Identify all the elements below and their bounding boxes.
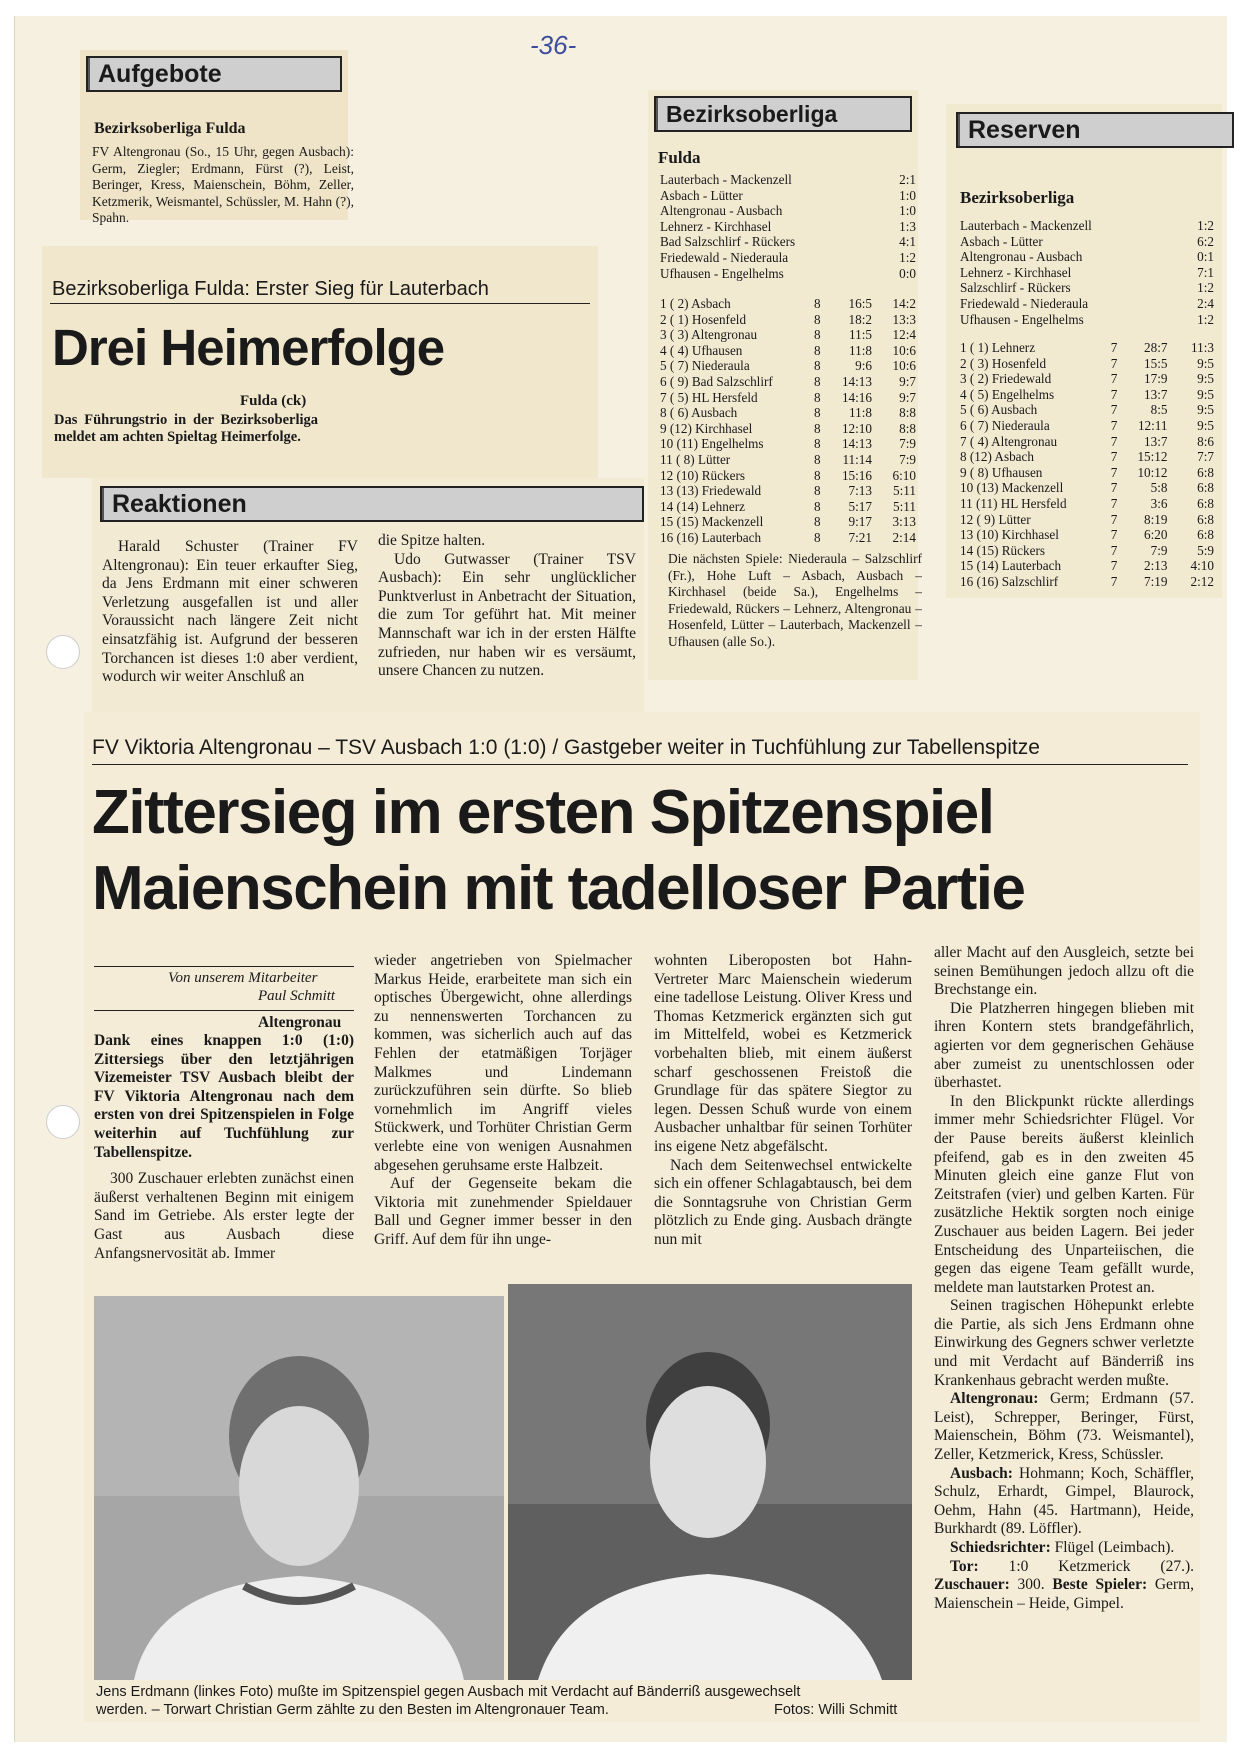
photo-jens-erdmann-image	[94, 1296, 504, 1680]
result-match: Ufhausen - Engelhelms	[660, 265, 784, 281]
result-row	[660, 188, 916, 204]
standing-games: 7	[1110, 511, 1118, 527]
standing-goals: 2:13	[1144, 558, 1168, 574]
standing-points: 5:9	[1197, 542, 1214, 558]
photo-credit: Fotos: Willi Schmitt	[774, 1702, 898, 1718]
standing-points: 13:3	[892, 311, 916, 327]
main-kicker: FV Viktoria Altengronau – TSV Ausbach 1:0 (1:0) / Gastgeber weiter in Tuchfühlung zur Tabellenspitze	[92, 736, 1040, 759]
aufgebote-subheading: Bezirksoberliga Fulda	[94, 120, 246, 137]
standing-goals: 5:17	[848, 498, 872, 514]
punch-hole-bottom	[46, 1105, 80, 1139]
main-col4-p1: aller Macht auf den Ausgleich, setzte bei seinen Bemühungen jedoch allzu oft die Brechstange ein.	[934, 944, 1194, 999]
standing-team: 4 ( 5) Engelhelms	[960, 386, 1055, 402]
standing-points: 14:2	[892, 296, 916, 311]
referee-text: Flügel (Leimbach).	[1054, 1539, 1175, 1556]
spectators-label: Zuschauer:	[934, 1576, 1010, 1594]
lineup-ausbach-label: Ausbach:	[950, 1464, 1013, 1482]
standing-games: 7	[1110, 573, 1118, 589]
standing-row	[660, 499, 916, 515]
main-headline-2: Maienschein mit tadelloser Partie	[92, 854, 1025, 923]
photo-christian-germ-image	[508, 1284, 912, 1680]
standing-team: 5 ( 7) Niederaula	[660, 358, 750, 374]
standing-team: 3 ( 3) Altengronau	[660, 327, 758, 343]
result-row	[960, 249, 1214, 265]
standing-goals: 15:5	[1144, 355, 1168, 371]
main-col2-p2: Auf der Gegenseite bekam die Viktoria mit zunehmender Spieldauer Ball und Gegner immer besser in den Griff. Auf dem für ihn unge-	[374, 1175, 632, 1248]
result-row	[660, 172, 916, 188]
drei-rule	[50, 303, 590, 304]
standing-points: 6:8	[1197, 511, 1214, 527]
result-match: Bad Salzschlirf - Rückers	[660, 234, 796, 250]
standing-games: 7	[1110, 417, 1118, 433]
result-score: 4:1	[899, 234, 916, 250]
standing-points: 6:8	[1197, 495, 1214, 511]
standing-team: 9 (12) Kirchhasel	[660, 420, 753, 436]
bol-results-table	[660, 172, 916, 281]
drei-dateline: Fulda (ck)	[240, 393, 307, 409]
standing-points: 10:6	[892, 342, 916, 358]
standing-team: 14 (15) Rückers	[960, 542, 1045, 558]
result-score: 1:3	[899, 218, 916, 234]
drei-kicker: Bezirksoberliga Fulda: Erster Sieg für Lauterbach	[52, 278, 489, 300]
standing-games: 7	[1110, 371, 1118, 387]
standing-team: 6 ( 7) Niederaula	[960, 417, 1050, 433]
standing-row	[660, 468, 916, 484]
standing-games: 8	[814, 451, 821, 467]
standing-games: 8	[814, 483, 821, 499]
standing-games: 7	[1110, 480, 1118, 496]
standing-points: 9:5	[1197, 371, 1214, 387]
standing-team: 13 (10) Kirchhasel	[960, 527, 1059, 543]
result-score: 0:1	[1197, 249, 1214, 265]
standing-games: 8	[814, 327, 821, 343]
result-score: 1:2	[1197, 218, 1214, 233]
standing-points: 9:5	[1197, 417, 1214, 433]
main-dateline: Altengronau	[258, 1014, 342, 1031]
standing-row	[960, 574, 1214, 590]
standing-row	[960, 558, 1214, 574]
standing-goals: 12:10	[841, 420, 872, 436]
page-number: -36-	[530, 30, 577, 60]
standing-team: 10 (11) Engelhelms	[660, 436, 764, 452]
result-match: Asbach - Lütter	[660, 187, 743, 203]
standing-team: 12 (10) Rückers	[660, 467, 745, 483]
standing-team: 6 ( 9) Bad Salzschlirf	[660, 373, 773, 389]
standing-games: 8	[814, 436, 821, 452]
standing-team: 13 (13) Friedewald	[660, 483, 762, 499]
standing-goals: 8:5	[1150, 402, 1168, 418]
reaktionen-col2b: Udo Gutwasser (Trainer TSV Ausbach): Ein sehr unglücklicher Punktverlust in Anbetracht der Situation, die zum Tor geführt hat. Mit meiner Mannschaft war ich in der ersten Hälfte zufrieden, nur haben wir es versäumt, unsere Chancen zu nutzen.	[378, 550, 636, 680]
standing-points: 8:6	[1197, 433, 1214, 449]
result-match: Salzschlirf - Rückers	[960, 280, 1071, 296]
result-match: Asbach - Lütter	[960, 233, 1043, 249]
standing-team: 11 (11) HL Hersfeld	[960, 495, 1067, 511]
standing-games: 8	[814, 296, 821, 311]
standing-row	[960, 371, 1214, 387]
standing-goals: 3:6	[1150, 495, 1168, 511]
goals-label: Tor:	[950, 1557, 979, 1575]
reaktionen-heading: Reaktionen	[100, 486, 644, 522]
main-col4	[934, 944, 1194, 1613]
standing-goals: 7:9	[1150, 542, 1168, 558]
res-heading: Reserven	[956, 112, 1234, 148]
result-match: Altengronau - Ausbach	[660, 203, 783, 219]
best-players-text: Germ, Maienschein – Heide, Gimpel.	[934, 1576, 1195, 1612]
standing-points: 7:9	[899, 451, 916, 467]
standing-games: 8	[814, 467, 821, 483]
result-row	[960, 265, 1214, 281]
standing-row	[660, 312, 916, 328]
result-score: 1:2	[1197, 280, 1214, 296]
standing-games: 7	[1110, 340, 1118, 355]
standing-games: 8	[814, 389, 821, 405]
standing-row	[660, 343, 916, 359]
standing-team: 15 (15) Mackenzell	[660, 514, 764, 530]
result-match: Ufhausen - Engelhelms	[960, 311, 1084, 327]
standing-team: 16 (16) Lauterbach	[660, 529, 762, 545]
result-match: Friedewald - Niederaula	[960, 295, 1089, 311]
standing-games: 7	[1110, 386, 1118, 402]
standing-row	[660, 405, 916, 421]
standing-games: 8	[814, 514, 821, 530]
result-row	[660, 250, 916, 266]
result-row	[660, 234, 916, 250]
main-col2	[374, 952, 632, 1250]
lineup-ausbach	[934, 1465, 1194, 1539]
standing-row	[960, 356, 1214, 372]
main-col4-p4: Seinen tragischen Höhepunkt erlebte die Partie, als sich Jens Erdmann ohne Einwirkung des Gegners schwer verletzte und mit Verdacht auf Bänderriß ins Krankenhaus gebracht werden mußte.	[934, 1297, 1194, 1389]
standing-row	[660, 514, 916, 530]
photo-caption-line-2: werden. – Torwart Christian Germ zählte zu den Besten im Altengronauer Team.	[96, 1702, 609, 1718]
standing-points: 2:14	[892, 529, 916, 545]
main-col4-p2: Die Platzherren hingegen blieben mit ihren Kontern stets brandgefährlich, agierten vor dem gegnerischen Gehäuse aber zumeist zu unentschlossen oder überhastet.	[934, 999, 1194, 1092]
aufgebote-heading: Aufgebote	[86, 56, 342, 92]
standing-games: 8	[814, 498, 821, 514]
result-score: 7:1	[1197, 264, 1214, 280]
standing-row	[960, 449, 1214, 465]
reaktionen-col1	[102, 538, 358, 687]
author-line-2: Paul Schmitt	[258, 988, 336, 1004]
reaktionen-col2a: die Spitze halten.	[378, 532, 486, 549]
standing-row	[960, 387, 1214, 403]
standing-goals: 11:8	[849, 405, 872, 421]
result-match: Lehnerz - Kirchhasel	[960, 264, 1072, 280]
standing-goals: 7:13	[848, 483, 872, 499]
standing-row	[960, 512, 1214, 528]
author-rule	[94, 966, 354, 967]
main-kicker-rule	[92, 764, 1188, 765]
result-score: 1:0	[899, 187, 916, 203]
standing-row	[960, 496, 1214, 512]
standing-games: 7	[1110, 542, 1118, 558]
standing-games: 8	[814, 529, 821, 545]
standing-team: 4 ( 4) Ufhausen	[660, 342, 743, 358]
standing-goals: 9:17	[848, 514, 872, 530]
result-score: 1:0	[899, 203, 916, 219]
standing-team: 11 ( 8) Lütter	[660, 451, 731, 467]
standing-goals: 16:5	[848, 296, 872, 311]
standing-goals: 12:11	[1137, 417, 1168, 433]
standing-points: 7:7	[1197, 449, 1214, 465]
standing-row	[660, 374, 916, 390]
standing-games: 7	[1110, 402, 1118, 418]
standing-points: 3:13	[892, 514, 916, 530]
standing-points: 9:5	[1197, 402, 1214, 418]
standing-points: 5:11	[893, 483, 916, 499]
standing-goals: 10:12	[1137, 464, 1168, 480]
standing-goals: 15:16	[841, 467, 872, 483]
result-row	[960, 312, 1214, 328]
goals-text: 1:0 Ketzmerick (27.).	[1008, 1557, 1194, 1575]
standing-team: 8 (12) Asbach	[960, 449, 1034, 465]
standing-goals: 14:16	[841, 389, 872, 405]
standing-goals: 9:6	[855, 358, 872, 374]
result-score: 1:2	[899, 249, 916, 265]
standing-games: 7	[1110, 433, 1118, 449]
standing-games: 7	[1110, 355, 1118, 371]
standing-points: 6:8	[1197, 464, 1214, 480]
standing-row	[660, 421, 916, 437]
goals-line	[934, 1558, 1194, 1614]
result-score: 0:0	[899, 265, 916, 281]
result-row	[960, 218, 1214, 234]
author-rule-bottom	[94, 1010, 354, 1011]
standing-points: 12:4	[892, 327, 916, 343]
bol-next: Die nächsten Spiele: Niederaula – Salzschlirf (Fr.), Hohe Luft – Asbach, Ausbach – Kirchhasel (beide Sa.), Engelhelms – Friedewald, Rückers – Lehnerz, Altengronau – Hosenfeld, Lütter – Lauterbach, Mackenzell – Ufhausen (alle So.).	[668, 551, 922, 649]
standing-games: 7	[1110, 527, 1118, 543]
bol-heading: Bezirksoberliga	[654, 96, 912, 132]
standing-points: 2:12	[1190, 573, 1214, 589]
standing-points: 9:7	[899, 373, 916, 389]
standing-team: 3 ( 2) Friedewald	[960, 371, 1052, 387]
standing-points: 9:5	[1197, 355, 1214, 371]
standing-games: 8	[814, 311, 821, 327]
standing-points: 9:7	[899, 389, 916, 405]
lineup-altengronau-label: Altengronau:	[950, 1390, 1039, 1408]
standing-row	[660, 390, 916, 406]
referee-label: Schiedsrichter:	[950, 1539, 1051, 1556]
lineup-altengronau-text: Germ; Erdmann (57. Leist), Schrepper, Beringer, Fürst, Maienschein, Böhm (73. Weismantel), Zeller, Ketzmerick, Kress, Schüssler.	[934, 1390, 1195, 1464]
author-line-1: Von unserem Mitarbeiter	[168, 970, 318, 986]
standing-row	[660, 327, 916, 343]
photo-caption-line-1: Jens Erdmann (linkes Foto) mußte im Spitzenspiel gegen Ausbach mit Verdacht auf Bänderriß ausgewechselt	[96, 1684, 801, 1700]
aufgebote-text: FV Altengronau (So., 15 Uhr, gegen Ausbach): Germ, Ziegler; Erdmann, Fürst (?), Leist, Beringer, Kress, Maienschein, Böhm, Zeller, Ketzmerik, Weismantel, Schüssler, M. Hahn (?), Spahn.	[92, 144, 354, 225]
standing-goals: 11:14	[842, 451, 872, 467]
standing-games: 8	[814, 373, 821, 389]
standing-points: 8:8	[899, 420, 916, 436]
standing-games: 8	[814, 405, 821, 421]
standing-points: 8:8	[899, 405, 916, 421]
standing-team: 9 ( 8) Ufhausen	[960, 464, 1043, 480]
standing-points: 11:3	[1191, 340, 1214, 355]
result-row	[660, 219, 916, 235]
result-match: Friedewald - Niederaula	[660, 249, 789, 265]
standing-row	[960, 527, 1214, 543]
standing-points: 6:8	[1197, 527, 1214, 543]
main-col2-p1: wieder angetrieben von Spielmacher Markus Heide, erarbeitete man sich ein optisches Übergewicht, ohne allerdings zu nennenswerten Torchancen zu kommen, was sicherlich auch auf das Fehlen der etatmäßigen Torjäger Malkmes und Lindemann zurückzuführen sein dürfte. So blieb vornehmlich im Angriff vieles Stückwerk, und Torhüter Christian Germ verlebte eine von wenigen Ausnahmen abgesehen geruhsame erste Halbzeit.	[374, 952, 632, 1174]
main-col4-p3: In den Blickpunkt rückte allerdings immer mehr Schiedsrichter Flügel. Vor der Pause bereits äußerst kleinlich pfeifend, gab es in den zweiten 45 Minuten gleich eine ganze Flut von Zeitstrafen (vier) und gelben Karten. Für zusätzliche Hektik sorgten noch einige Zuschauer aus beiden Lagern. Bei jeder Entscheidung des Unparteiischen, die gegen das eigene Team gefällt wurde, meldete man lautstarken Protest an.	[934, 1092, 1194, 1296]
standing-games: 8	[814, 420, 821, 436]
main-col1-p2: 300 Zuschauer erlebten zunächst einen äußerst verhaltenen Beginn mit einigem Sand im Getriebe. Als erster legte der Gast aus Ausbach diese Anfangsnervosität ab. Immer	[94, 1170, 354, 1262]
bol-sub: Fulda	[658, 148, 701, 167]
result-match: Lauterbach - Mackenzell	[960, 218, 1092, 233]
standing-games: 7	[1110, 464, 1118, 480]
result-row	[660, 203, 916, 219]
standing-goals: 13:7	[1144, 433, 1168, 449]
standing-row	[660, 436, 916, 452]
main-col1-lead: Dank eines knappen 1:0 (1:0) Zittersiegs über den letztjährigen Vizemeister TSV Ausbach bleibt der FV Viktoria Altengronau nach dem ersten von drei Spitzenspielen in Folge weiterhin auf Tuchfühlung zur Tabellenspitze.	[94, 1032, 354, 1161]
standing-team: 12 ( 9) Lütter	[960, 511, 1031, 527]
lineup-ausbach-text: Hohmann; Koch, Schäffler, Schulz, Erhardt, Gimpel, Blaurock, Oehm, Hahn (45. Hartmann), Heide, Burkhardt (89. Löffler).	[934, 1464, 1194, 1538]
bol-league-table	[660, 296, 916, 546]
standing-goals: 11:5	[849, 327, 872, 343]
standing-team: 10 (13) Mackenzell	[960, 480, 1064, 496]
standing-goals: 11:8	[849, 342, 872, 358]
standing-points: 9:5	[1197, 386, 1214, 402]
result-match: Lehnerz - Kirchhasel	[660, 218, 772, 234]
reaktionen-col1-text: Harald Schuster (Trainer FV Altengronau): Ein teuer erkaufter Sieg, da Jens Erdmann mit einer schweren Verletzung ausgefallen ist und aller Voraussicht nach längere Zeit nicht einsatzfähig ist. Aufgrund der besseren Torchancen ist dieses 1:0 aber verdient, wodurch wir weiter Anschluß an	[102, 538, 358, 686]
standing-team: 15 (14) Lauterbach	[960, 558, 1062, 574]
standing-points: 6:10	[892, 467, 916, 483]
result-score: 2:1	[899, 172, 916, 187]
standing-points: 5:11	[893, 498, 916, 514]
standing-goals: 7:19	[1144, 573, 1168, 589]
standing-team: 7 ( 4) Altengronau	[960, 433, 1058, 449]
standing-team: 7 ( 5) HL Hersfeld	[660, 389, 758, 405]
standing-points: 7:9	[899, 436, 916, 452]
standing-team: 5 ( 6) Ausbach	[960, 402, 1038, 418]
result-score: 2:4	[1197, 295, 1214, 311]
result-row	[960, 296, 1214, 312]
standing-games: 7	[1110, 495, 1118, 511]
standing-row	[960, 434, 1214, 450]
standing-goals: 13:7	[1144, 386, 1168, 402]
standing-goals: 6:20	[1144, 527, 1168, 543]
standing-goals: 28:7	[1144, 340, 1168, 355]
spectators-text: 300.	[1017, 1576, 1045, 1594]
standing-games: 8	[814, 342, 821, 358]
standing-goals: 14:13	[841, 436, 872, 452]
standing-points: 10:6	[892, 358, 916, 374]
standing-row	[660, 530, 916, 546]
standing-row	[660, 358, 916, 374]
standing-row	[960, 418, 1214, 434]
standing-team: 1 ( 2) Asbach	[660, 296, 731, 311]
reaktionen-col2	[378, 532, 636, 681]
standing-team: 2 ( 1) Hosenfeld	[660, 311, 747, 327]
standing-games: 7	[1110, 449, 1118, 465]
standing-row	[660, 483, 916, 499]
punch-hole-top	[46, 635, 80, 669]
standing-team: 8 ( 6) Ausbach	[660, 405, 738, 421]
standing-games: 7	[1110, 558, 1118, 574]
lineup-altengronau	[934, 1390, 1194, 1464]
standing-goals: 15:12	[1137, 449, 1168, 465]
best-players-label: Beste Spieler:	[1052, 1576, 1148, 1594]
photo-jens-erdmann	[94, 1296, 504, 1680]
result-row	[960, 234, 1214, 250]
standing-team: 16 (16) Salzschlirf	[960, 573, 1059, 589]
standing-goals: 14:13	[841, 373, 872, 389]
standing-games: 8	[814, 358, 821, 374]
photo-christian-germ	[508, 1284, 912, 1680]
standing-row	[960, 340, 1214, 356]
referee	[934, 1539, 1194, 1558]
standing-goals: 7:21	[848, 529, 872, 545]
standing-team: 2 ( 3) Hosenfeld	[960, 355, 1047, 371]
main-col3-p2: Nach dem Seitenwechsel entwickelte sich ein offener Schlagabtausch, bei dem die Sonntagsruhe von Christian Germ plötzlich zu Ende ging. Ausbach drängte nun mit	[654, 1156, 912, 1248]
standing-row	[660, 452, 916, 468]
standing-points: 4:10	[1190, 558, 1214, 574]
standing-row	[960, 465, 1214, 481]
main-col1	[94, 1032, 354, 1263]
standing-goals: 8:19	[1144, 511, 1168, 527]
standing-team: 14 (14) Lehnerz	[660, 498, 745, 514]
standing-row	[660, 296, 916, 312]
result-score: 1:2	[1197, 311, 1214, 327]
standing-row	[960, 543, 1214, 559]
standing-team: 1 ( 1) Lehnerz	[960, 340, 1036, 355]
standing-row	[960, 480, 1214, 496]
result-match: Lauterbach - Mackenzell	[660, 172, 792, 187]
result-match: Altengronau - Ausbach	[960, 249, 1083, 265]
res-league-table	[960, 340, 1214, 590]
res-results-table	[960, 218, 1214, 327]
main-col3	[654, 952, 912, 1250]
standing-goals: 5:8	[1150, 480, 1168, 496]
standing-points: 6:8	[1197, 480, 1214, 496]
result-row	[960, 280, 1214, 296]
main-col3-p1: wohnten Liberoposten bot Hahn-Vertreter Marc Maienschein wiederum eine tadellose Leistung. Oliver Kress und Thomas Ketzmerick ergänzten sich gut im Mittelfeld, wobei es Ketzmerick vorbehalten blieb, mit einem äußerst scharf geschossenen Freistoß die Grundlage für das spätere Siegtor zu legen. Dessen Schuß wurde von einem Ausbacher unhaltbar für seinen Torhüter ins eigene Netz abgefälscht.	[654, 952, 912, 1155]
standing-goals: 17:9	[1144, 371, 1168, 387]
drei-headline: Drei Heimerfolge	[52, 319, 445, 376]
main-headline-1: Zittersieg im ersten Spitzenspiel	[92, 778, 994, 847]
drei-text: Das Führungstrio in der Bezirksoberliga meldet am achten Spieltag Heimerfolge.	[54, 412, 318, 445]
result-row	[660, 266, 916, 282]
result-score: 6:2	[1197, 233, 1214, 249]
res-sub: Bezirksoberliga	[960, 188, 1075, 207]
standing-goals: 18:2	[848, 311, 872, 327]
standing-row	[960, 402, 1214, 418]
